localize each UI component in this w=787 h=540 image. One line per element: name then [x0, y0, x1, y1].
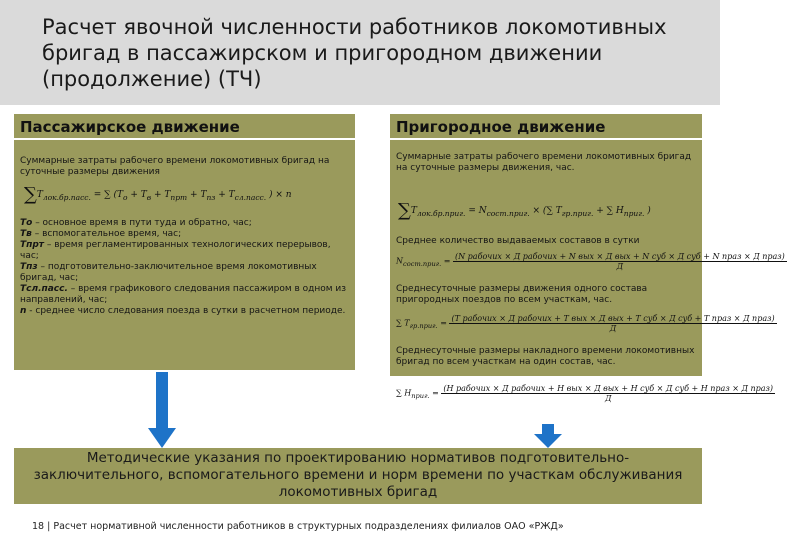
- footer-separator: |: [47, 521, 54, 532]
- sum-symbol: ∑: [24, 184, 37, 205]
- suburban-block2: Среднее количество выдаваемых составов в сутки: [396, 236, 640, 246]
- footer: [32, 521, 564, 532]
- legend-item: n - среднее число следования поезда в сутки в расчетном периоде.: [20, 306, 346, 316]
- footer-text: Расчет нормативной численности работников в структурных подразделениях филиалов ОАО «РЖД»: [53, 521, 564, 532]
- passenger-formula: $\sum T_{лок.бр.пасс.}$ = ∑ ($T_о + T_в + T_{прт} + T_{пз} + T_{сл.пасс.}$ ) × n: [24, 184, 292, 205]
- suburban-block1: Суммарные затраты рабочего времени локомотивных бригад на суточные размеры движения, час.: [396, 152, 692, 173]
- suburban-block3: Среднесуточные размеры движения одного состава пригородных поездов по всем участкам, час.: [396, 284, 648, 305]
- legend-item: Тв – вспомогательное время, час;: [20, 229, 182, 239]
- suburban-formula2: $N_{сост.приг.}$ = (N рабочих × Д рабочих + N вых × Д вых + N суб × Д суб + N праз × Д праз) Д: [396, 252, 785, 271]
- suburban-block4: Среднесуточные размеры накладного времени локомотивных бригад по всем участкам на один состав, час.: [396, 346, 695, 367]
- methodical-guidelines-text: Методические указания по проектированию нормативов подготовительно-заключительного, вспомогательного времени и норм времени по участкам обслуживания локомотивных бригад: [33, 450, 683, 500]
- arrow-down-left-icon: [148, 372, 176, 448]
- legend-item: Тпрт – время регламентированных технологических перерывов, час;: [20, 240, 331, 261]
- suburban-panel: [390, 114, 785, 376]
- suburban-panel-title: Пригородное движение: [396, 118, 606, 136]
- passenger-panel: [14, 114, 355, 370]
- legend-item: То – основное время в пути туда и обратно, час;: [20, 218, 252, 228]
- passenger-intro: Суммарные затраты рабочего времени локомотивных бригад на суточные размеры движения: [20, 156, 330, 177]
- methodical-guidelines-box: [14, 448, 702, 504]
- passenger-panel-divider: [14, 138, 355, 140]
- arrow-down-right-icon: [534, 424, 562, 448]
- legend-item: Тсл.пасс. – время графикового следования пассажиром в одном из направлений, час;: [20, 284, 347, 305]
- passenger-panel-title: Пассажирское движение: [20, 118, 240, 136]
- suburban-formula3: ∑ $T_{гр.приг.}$ = (T рабочих × Д рабочих + T вых × Д вых + T суб × Д суб + T праз × Д праз) Д: [396, 314, 775, 333]
- suburban-formula4: ∑ $H_{приг.}$ = (H рабочих × Д рабочих + H вых × Д вых + H суб × Д суб + H праз × Д праз) Д: [396, 384, 774, 403]
- passenger-legend: [20, 218, 350, 317]
- page-title: Расчет явочной численности работников локомотивных бригад в пассажирском и пригородном движении (продолжение) (ТЧ): [42, 15, 667, 91]
- suburban-panel-divider: [390, 138, 702, 140]
- legend-item: Тпз – подготовительно-заключительное время локомотивных бригад, час;: [20, 262, 317, 283]
- header-band: [0, 0, 720, 105]
- page-number: 18: [32, 521, 45, 532]
- suburban-formula1: $\sum T_{лок.бр.приг.} = N_{сост.приг.}$ × (∑ $T_{гр.приг.}$ + ∑ $H_{приг.}$ ): [398, 200, 651, 221]
